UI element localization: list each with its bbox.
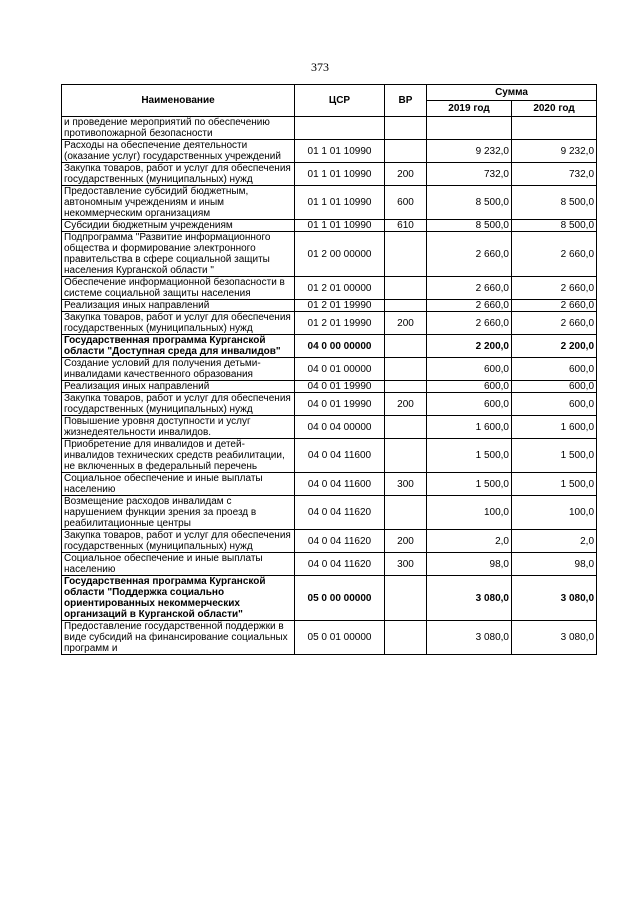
header-sum: Сумма xyxy=(427,85,597,101)
row-csr: 01 2 01 19990 xyxy=(295,312,385,335)
table-row xyxy=(62,553,597,576)
row-csr: 01 2 01 19990 xyxy=(295,300,385,312)
row-name: Предоставление субсидий бюджетным, автономным учреждениям и иным некоммерческим организациям xyxy=(62,186,295,220)
row-name: Субсидии бюджетным учреждениям xyxy=(62,220,295,232)
row-sum-2019: 600,0 xyxy=(427,358,512,381)
row-sum-2020: 98,0 xyxy=(512,553,597,576)
row-name: Закупка товаров, работ и услуг для обеспечения государственных (муниципальных) нужд xyxy=(62,163,295,186)
table-row xyxy=(62,530,597,553)
row-vr: 300 xyxy=(385,553,427,576)
header-csr: ЦСР xyxy=(295,85,385,117)
row-sum-2020: 8 500,0 xyxy=(512,220,597,232)
row-vr xyxy=(385,277,427,300)
row-vr xyxy=(385,232,427,277)
table-header xyxy=(62,85,597,117)
row-sum-2020: 100,0 xyxy=(512,496,597,530)
row-csr: 04 0 04 11600 xyxy=(295,473,385,496)
row-sum-2019: 3 080,0 xyxy=(427,621,512,655)
table-row xyxy=(62,140,597,163)
table-row xyxy=(62,381,597,393)
row-vr xyxy=(385,621,427,655)
table-row xyxy=(62,220,597,232)
row-sum-2019: 100,0 xyxy=(427,496,512,530)
row-name: Закупка товаров, работ и услуг для обеспечения государственных (муниципальных) нужд xyxy=(62,530,295,553)
row-vr xyxy=(385,140,427,163)
row-vr: 610 xyxy=(385,220,427,232)
row-sum-2020: 2 660,0 xyxy=(512,300,597,312)
table-row xyxy=(62,335,597,358)
table-row xyxy=(62,416,597,439)
row-csr: 04 0 00 00000 xyxy=(295,335,385,358)
row-name: Реализация иных направлений xyxy=(62,381,295,393)
row-sum-2019: 8 500,0 xyxy=(427,186,512,220)
table-row xyxy=(62,576,597,621)
row-csr: 04 0 01 00000 xyxy=(295,358,385,381)
row-csr: 01 1 01 10990 xyxy=(295,220,385,232)
row-name: и проведение мероприятий по обеспечению противопожарной безопасности xyxy=(62,117,295,140)
row-csr: 01 1 01 10990 xyxy=(295,163,385,186)
row-sum-2020: 3 080,0 xyxy=(512,621,597,655)
row-sum-2019: 1 500,0 xyxy=(427,439,512,473)
row-csr: 01 2 00 00000 xyxy=(295,232,385,277)
row-vr xyxy=(385,335,427,358)
row-name: Повышение уровня доступности и услуг жизнедеятельности инвалидов. xyxy=(62,416,295,439)
row-sum-2020: 600,0 xyxy=(512,358,597,381)
table-row xyxy=(62,186,597,220)
row-name: Создание условий для получения детьми-инвалидами качественного образования xyxy=(62,358,295,381)
row-csr: 04 0 04 00000 xyxy=(295,416,385,439)
row-sum-2020: 1 600,0 xyxy=(512,416,597,439)
row-csr: 04 0 01 19990 xyxy=(295,393,385,416)
header-2020: 2020 год xyxy=(512,101,597,117)
row-vr xyxy=(385,416,427,439)
table-row xyxy=(62,163,597,186)
table-row xyxy=(62,312,597,335)
row-sum-2020: 732,0 xyxy=(512,163,597,186)
row-csr: 04 0 04 11600 xyxy=(295,439,385,473)
row-sum-2019: 9 232,0 xyxy=(427,140,512,163)
row-sum-2019: 2 200,0 xyxy=(427,335,512,358)
row-name: Государственная программа Курганской области "Доступная среда для инвалидов" xyxy=(62,335,295,358)
row-name: Приобретение для инвалидов и детей-инвалидов технических средств реабилитации, не включенных в федеральный перечень xyxy=(62,439,295,473)
budget-table xyxy=(61,84,597,655)
row-sum-2019: 732,0 xyxy=(427,163,512,186)
row-sum-2020 xyxy=(512,117,597,140)
row-vr: 600 xyxy=(385,186,427,220)
row-sum-2019: 600,0 xyxy=(427,381,512,393)
row-sum-2020: 2 660,0 xyxy=(512,232,597,277)
row-sum-2019: 2 660,0 xyxy=(427,277,512,300)
row-sum-2019: 1 500,0 xyxy=(427,473,512,496)
row-vr xyxy=(385,117,427,140)
table-row xyxy=(62,117,597,140)
row-csr: 04 0 01 19990 xyxy=(295,381,385,393)
row-csr: 05 0 01 00000 xyxy=(295,621,385,655)
header-name: Наименование xyxy=(62,85,295,117)
row-name: Подпрограмма "Развитие информационного общества и формирование электронного правительства в сфере социальной защиты населения Курганской области " xyxy=(62,232,295,277)
page-number: 373 xyxy=(311,60,329,74)
table-row xyxy=(62,621,597,655)
row-csr: 01 2 01 00000 xyxy=(295,277,385,300)
row-sum-2019: 2,0 xyxy=(427,530,512,553)
row-sum-2020: 2 660,0 xyxy=(512,277,597,300)
row-name: Социальное обеспечение и иные выплаты населению xyxy=(62,553,295,576)
row-name: Предоставление государственной поддержки в виде субсидий на финансирование социальных программ и xyxy=(62,621,295,655)
row-vr: 200 xyxy=(385,312,427,335)
table-body xyxy=(62,117,597,655)
row-sum-2020: 600,0 xyxy=(512,381,597,393)
row-name: Закупка товаров, работ и услуг для обеспечения государственных (муниципальных) нужд xyxy=(62,393,295,416)
row-sum-2019: 2 660,0 xyxy=(427,300,512,312)
row-name: Социальное обеспечение и иные выплаты населению xyxy=(62,473,295,496)
row-sum-2020: 3 080,0 xyxy=(512,576,597,621)
row-sum-2019: 98,0 xyxy=(427,553,512,576)
table-row xyxy=(62,277,597,300)
table-row xyxy=(62,496,597,530)
row-vr xyxy=(385,496,427,530)
row-sum-2020: 1 500,0 xyxy=(512,473,597,496)
row-sum-2019 xyxy=(427,117,512,140)
row-csr: 01 1 01 10990 xyxy=(295,186,385,220)
row-vr xyxy=(385,300,427,312)
row-vr: 300 xyxy=(385,473,427,496)
row-sum-2019: 8 500,0 xyxy=(427,220,512,232)
row-csr xyxy=(295,117,385,140)
table-row xyxy=(62,439,597,473)
row-vr xyxy=(385,439,427,473)
row-sum-2020: 2,0 xyxy=(512,530,597,553)
row-name: Государственная программа Курганской области "Поддержка социально ориентированных некоммерческих организаций в Курганской области" xyxy=(62,576,295,621)
row-sum-2019: 2 660,0 xyxy=(427,312,512,335)
row-sum-2019: 1 600,0 xyxy=(427,416,512,439)
row-vr: 200 xyxy=(385,163,427,186)
row-sum-2019: 3 080,0 xyxy=(427,576,512,621)
row-name: Возмещение расходов инвалидам с нарушением функции зрения за проезд в реабилитационные центры xyxy=(62,496,295,530)
row-csr: 01 1 01 10990 xyxy=(295,140,385,163)
row-sum-2020: 2 200,0 xyxy=(512,335,597,358)
row-csr: 04 0 04 11620 xyxy=(295,553,385,576)
row-sum-2020: 600,0 xyxy=(512,393,597,416)
row-name: Реализация иных направлений xyxy=(62,300,295,312)
row-vr: 200 xyxy=(385,530,427,553)
table-row xyxy=(62,300,597,312)
header-vr: ВР xyxy=(385,85,427,117)
row-name: Закупка товаров, работ и услуг для обеспечения государственных (муниципальных) нужд xyxy=(62,312,295,335)
row-csr: 04 0 04 11620 xyxy=(295,496,385,530)
row-sum-2020: 2 660,0 xyxy=(512,312,597,335)
row-sum-2019: 600,0 xyxy=(427,393,512,416)
row-vr xyxy=(385,576,427,621)
row-sum-2020: 8 500,0 xyxy=(512,186,597,220)
row-name: Расходы на обеспечение деятельности (оказание услуг) государственных учреждений xyxy=(62,140,295,163)
header-2019: 2019 год xyxy=(427,101,512,117)
row-sum-2019: 2 660,0 xyxy=(427,232,512,277)
row-csr: 04 0 04 11620 xyxy=(295,530,385,553)
row-vr: 200 xyxy=(385,393,427,416)
table-row xyxy=(62,473,597,496)
row-csr: 05 0 00 00000 xyxy=(295,576,385,621)
row-sum-2020: 9 232,0 xyxy=(512,140,597,163)
row-vr xyxy=(385,358,427,381)
table-row xyxy=(62,358,597,381)
table-row xyxy=(62,393,597,416)
row-sum-2020: 1 500,0 xyxy=(512,439,597,473)
table-row xyxy=(62,232,597,277)
row-name: Обеспечение информационной безопасности в системе социальной защиты населения xyxy=(62,277,295,300)
row-vr xyxy=(385,381,427,393)
